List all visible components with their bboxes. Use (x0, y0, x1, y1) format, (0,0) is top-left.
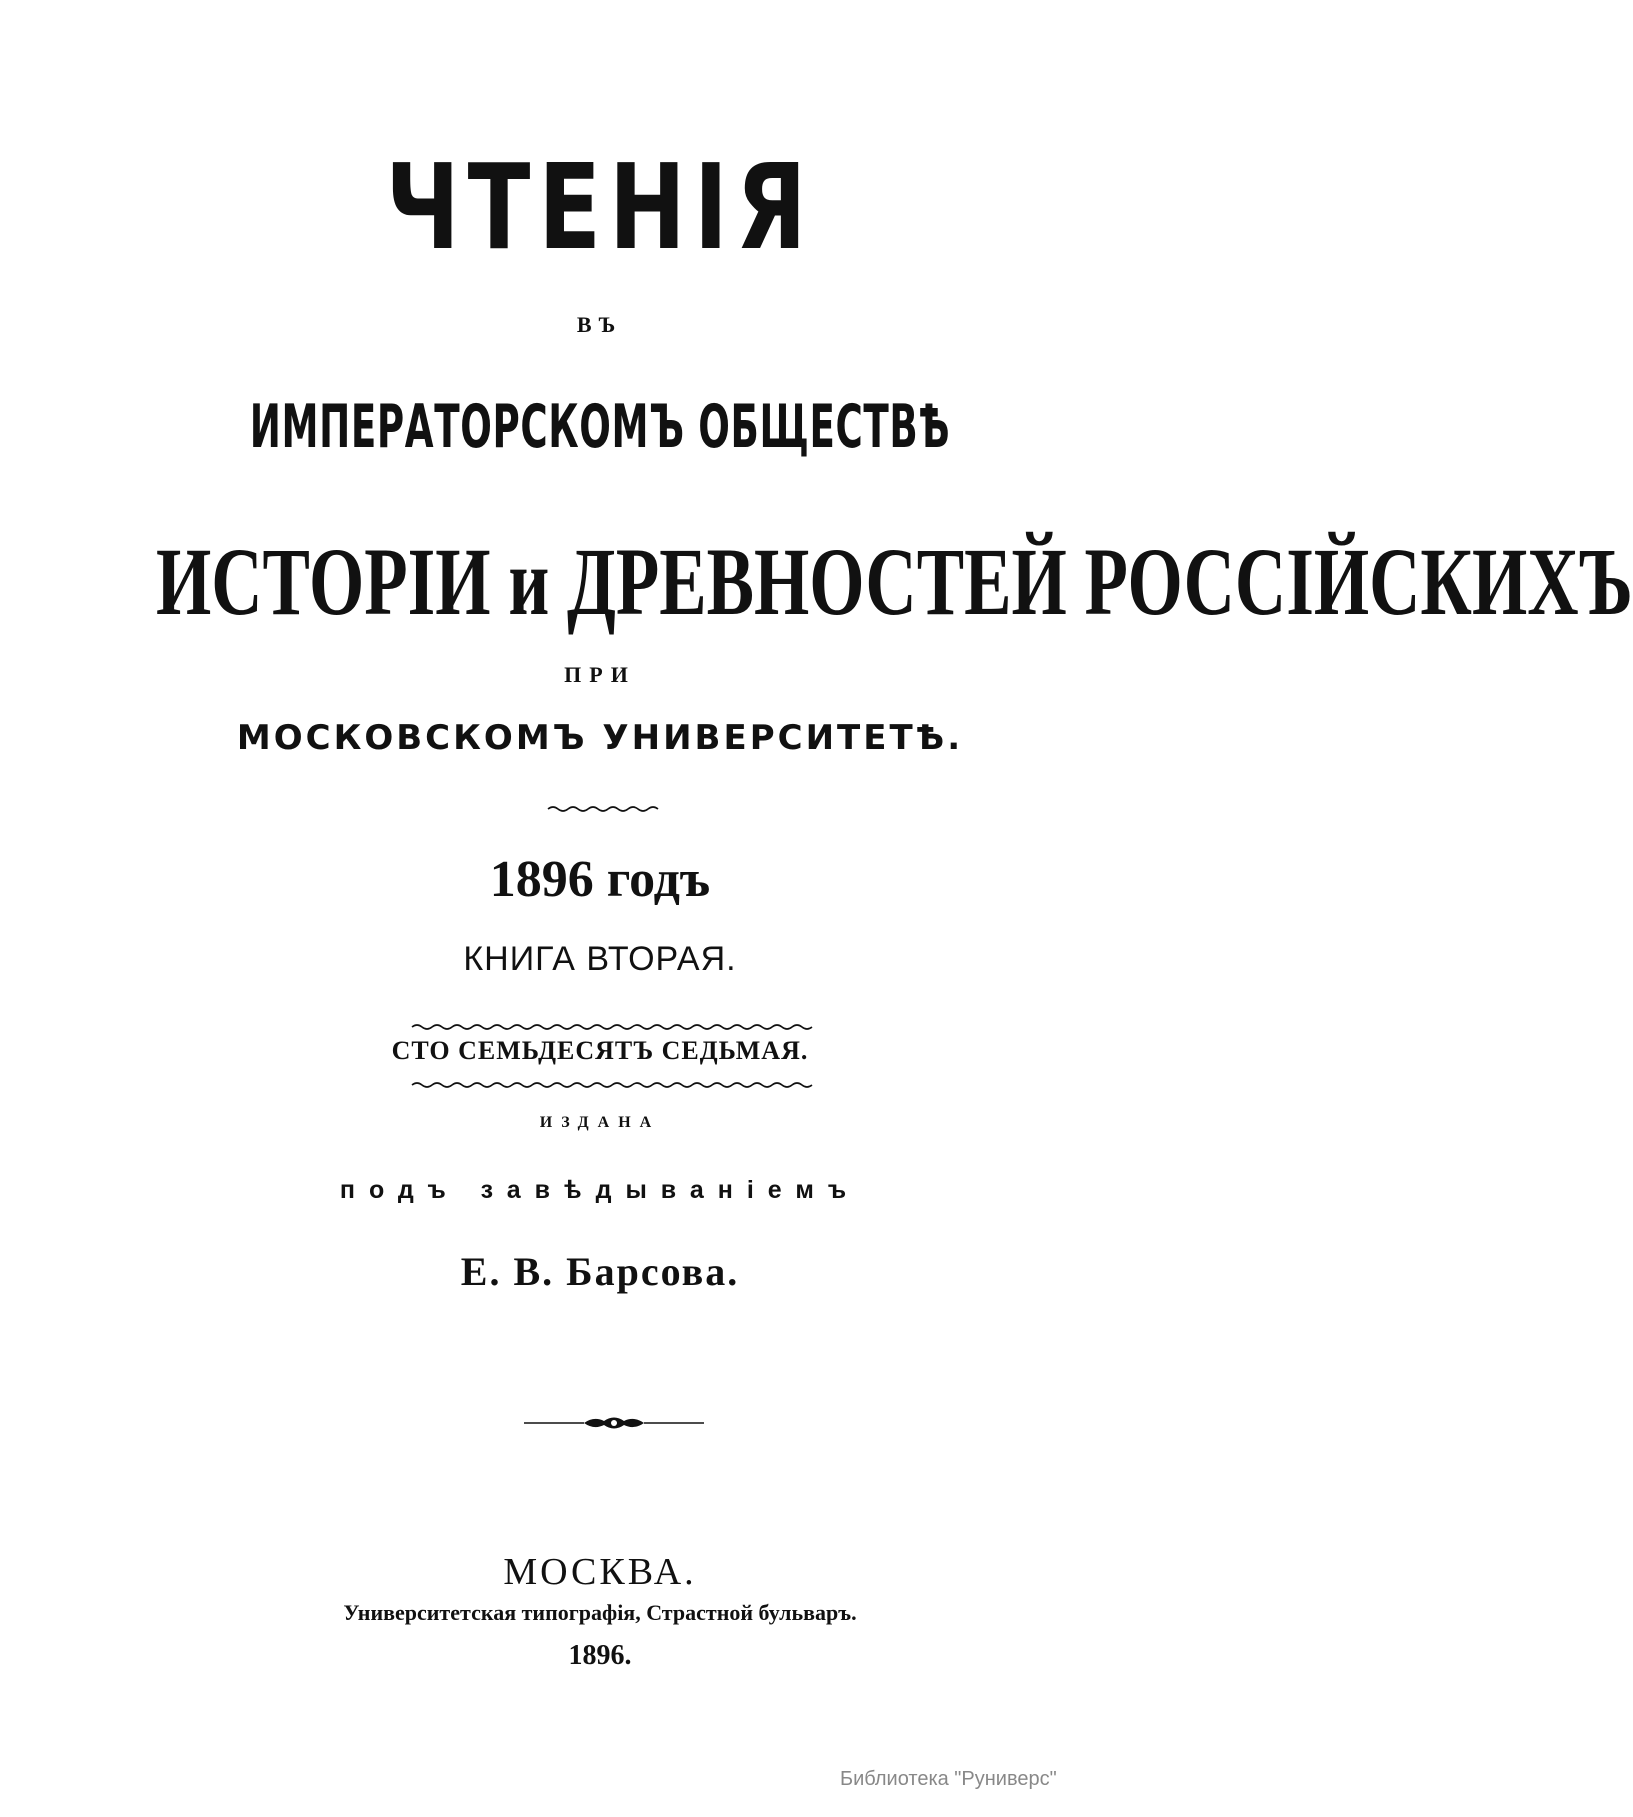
book-number: КНИГА ВТОРАЯ. (463, 940, 737, 978)
editor-name: Е. В. Барсова. (460, 1249, 740, 1294)
history-line: ИСТОРІИ и ДРЕВНОСТЕЙ РОССІЙСКИХЪ (156, 528, 1633, 635)
wavy-rule-top (412, 1022, 812, 1032)
publication-year: 1896. (568, 1640, 632, 1671)
izdana-label: ИЗДАНА (539, 1114, 661, 1131)
wavy-rule-bottom (412, 1080, 812, 1090)
preposition-v: ВЪ (576, 312, 624, 337)
library-watermark: Библиотека "Руниверс" (840, 1768, 1057, 1790)
preposition-pri: ПРИ (564, 662, 636, 687)
university-line: МОСКОВСКОМЪ УНИВЕРСИТЕТѢ. (236, 718, 964, 758)
society-line: ИМПЕРАТОРСКОМЪ ОБЩЕСТВѢ (249, 392, 951, 462)
decorative-ornament-icon (524, 1412, 704, 1434)
short-wavy-rule (548, 804, 658, 814)
editorship-line: подъ завѣдываніемъ (339, 1176, 861, 1204)
city-name: МОСКВА. (503, 1551, 697, 1593)
printer-line: Университетская типографія, Страстной бульваръ. (343, 1600, 857, 1625)
year-heading: 1896 годъ (489, 851, 711, 908)
page-title: ЧТЕНІЯ (385, 138, 815, 276)
volume-number: СТО СЕМЬДЕСЯТЪ СЕДЬМАЯ. (391, 1036, 809, 1065)
